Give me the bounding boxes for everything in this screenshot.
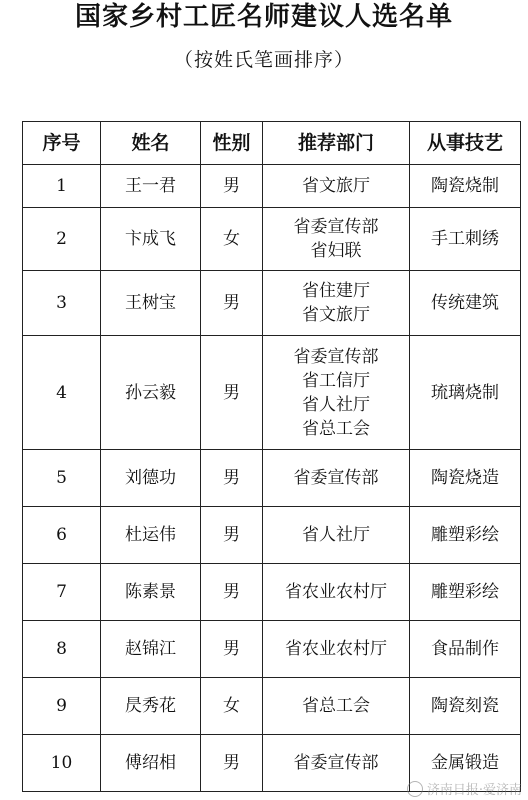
cell-no: 5 — [23, 450, 101, 507]
page-title: 国家乡村工匠名师建议人选名单 — [74, 2, 453, 32]
cell-name: 杜运伟 — [101, 507, 201, 564]
cell-gender: 男 — [201, 271, 263, 336]
cell-gender: 男 — [201, 165, 263, 208]
cell-department — [263, 450, 410, 507]
cell-department — [263, 564, 410, 621]
department-line: 省人社厅 — [302, 525, 370, 545]
department-line: 省文旅厅 — [302, 305, 370, 325]
department-line: 省农业农村厅 — [285, 639, 387, 659]
cell-department — [263, 507, 410, 564]
weibo-icon — [407, 781, 423, 797]
table-row — [23, 678, 521, 735]
cell-name: 卞成飞 — [101, 208, 201, 271]
department-line: 省人社厅 — [302, 394, 370, 415]
cell-no: 10 — [23, 735, 101, 792]
cell-gender: 女 — [201, 678, 263, 735]
cell-gender: 男 — [201, 450, 263, 507]
cell-no: 4 — [23, 336, 101, 450]
cell-no: 3 — [23, 271, 101, 336]
cell-gender: 男 — [201, 735, 263, 792]
table-row — [23, 336, 521, 450]
department-line: 省总工会 — [302, 696, 370, 716]
cell-department — [263, 271, 410, 336]
page-subtitle: （按姓氏笔画排序） — [173, 49, 354, 71]
table-row — [23, 564, 521, 621]
cell-no: 9 — [23, 678, 101, 735]
candidate-table — [22, 121, 521, 792]
department-line: 省住建厅 — [302, 281, 370, 301]
cell-no: 2 — [23, 208, 101, 271]
cell-gender: 男 — [201, 507, 263, 564]
cell-name: 刘德功 — [101, 450, 201, 507]
department-line: 省工信厅 — [302, 370, 370, 391]
cell-craft: 陶瓷刻瓷 — [410, 678, 521, 735]
watermark-text: 济南日报·爱济南 — [426, 783, 522, 798]
cell-no: 6 — [23, 507, 101, 564]
cell-name: 王一君 — [101, 165, 201, 208]
department-line: 省委宣传部 — [293, 217, 379, 237]
cell-name: 王树宝 — [101, 271, 201, 336]
cell-craft: 金属锻造 — [410, 735, 521, 792]
department-line: 省总工会 — [302, 418, 370, 439]
cell-department — [263, 208, 410, 271]
cell-craft: 传统建筑 — [410, 271, 521, 336]
column-header-department: 推荐部门 — [263, 122, 410, 165]
cell-craft: 陶瓷烧制 — [410, 165, 521, 208]
cell-no: 7 — [23, 564, 101, 621]
cell-name: 昃秀花 — [101, 678, 201, 735]
cell-name: 陈素景 — [101, 564, 201, 621]
table-header-row — [23, 122, 521, 165]
department-line: 省妇联 — [310, 241, 362, 261]
cell-gender: 女 — [201, 208, 263, 271]
cell-gender: 男 — [201, 336, 263, 450]
cell-department — [263, 735, 410, 792]
cell-department — [263, 621, 410, 678]
table-row — [23, 621, 521, 678]
cell-craft: 雕塑彩绘 — [410, 564, 521, 621]
department-line: 省农业农村厅 — [285, 582, 387, 602]
table-row — [23, 271, 521, 336]
table-row — [23, 165, 521, 208]
table-row — [23, 450, 521, 507]
cell-name: 孙云毅 — [101, 336, 201, 450]
column-header-gender: 性别 — [201, 122, 263, 165]
department-line: 省委宣传部 — [293, 346, 379, 367]
cell-craft: 雕塑彩绘 — [410, 507, 521, 564]
table-row — [23, 507, 521, 564]
department-line: 省委宣传部 — [293, 753, 379, 773]
cell-craft: 手工刺绣 — [410, 208, 521, 271]
table-row — [23, 208, 521, 271]
column-header-craft: 从事技艺 — [410, 122, 521, 165]
cell-craft: 陶瓷烧造 — [410, 450, 521, 507]
cell-no: 1 — [23, 165, 101, 208]
department-line: 省委宣传部 — [293, 468, 379, 488]
cell-gender: 男 — [201, 564, 263, 621]
cell-craft: 琉璃烧制 — [410, 336, 521, 450]
column-header-no: 序号 — [23, 122, 101, 165]
cell-name: 傅绍相 — [101, 735, 201, 792]
cell-no: 8 — [23, 621, 101, 678]
cell-name: 赵锦江 — [101, 621, 201, 678]
cell-department — [263, 336, 410, 450]
cell-craft: 食品制作 — [410, 621, 521, 678]
column-header-name: 姓名 — [101, 122, 201, 165]
cell-gender: 男 — [201, 621, 263, 678]
department-line: 省文旅厅 — [302, 176, 370, 196]
watermark — [407, 779, 522, 798]
cell-department — [263, 678, 410, 735]
cell-department — [263, 165, 410, 208]
